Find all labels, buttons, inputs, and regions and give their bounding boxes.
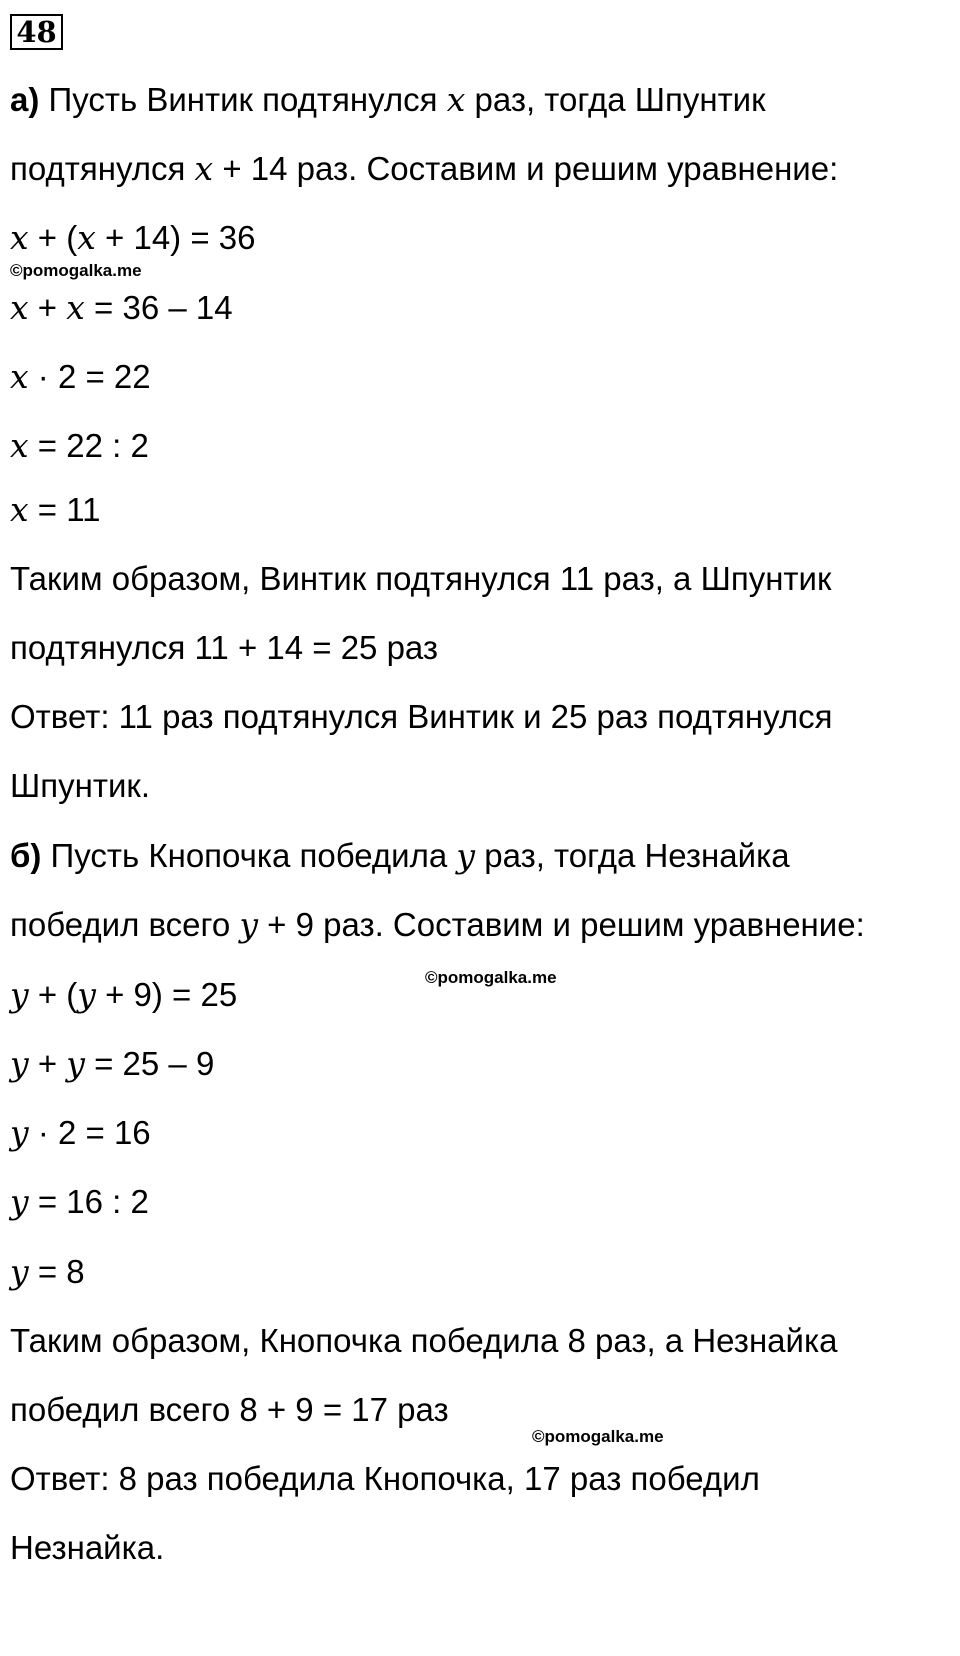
part-a-equation-3	[10, 357, 151, 397]
part-b-answer-1: Ответ: 8 раз победила Кнопочка, 17 раз победил	[10, 1460, 760, 1497]
equation-part: · 2 = 22	[37, 358, 151, 395]
part-a-intro-line-1	[10, 80, 766, 120]
part-a-intro-text-2: раз, тогда Шпунтик	[474, 81, 766, 118]
equation-part: = 36 – 14	[94, 289, 233, 326]
variable-x: x	[10, 490, 29, 529]
part-b-intro-line-2	[10, 905, 865, 945]
equation-part: = 22 : 2	[37, 427, 149, 464]
part-a-equation-2	[10, 288, 233, 328]
variable-x: x	[10, 357, 29, 396]
equation-part: +	[37, 289, 58, 326]
part-b-equation-5	[10, 1252, 85, 1292]
variable-y: y	[10, 1252, 29, 1291]
watermark: ©pomogalka.me	[425, 968, 557, 987]
part-b-equation-4	[10, 1182, 149, 1222]
variable-y: y	[456, 836, 476, 875]
variable-y: y	[10, 1182, 29, 1221]
equation-part: + (	[37, 976, 78, 1013]
part-a-equation-4	[10, 426, 149, 466]
variable-x: x	[10, 288, 29, 327]
part-a-intro-text-1: Пусть Винтик подтянулся	[48, 81, 438, 118]
part-b-conclusion-1: Таким образом, Кнопочка победила 8 раз, а Незнайка	[10, 1322, 838, 1359]
variable-x: x	[10, 218, 29, 257]
equation-part: = 8	[37, 1253, 85, 1290]
part-a-conclusion-2: подтянулся 11 + 14 = 25 раз	[10, 629, 439, 666]
part-a-equation-5	[10, 490, 101, 530]
part-b-equation-2	[10, 1044, 214, 1084]
variable-y: y	[239, 905, 258, 944]
part-b-intro-text-3: победил всего	[10, 906, 231, 943]
part-a-answer-2: Шпунтик.	[10, 767, 150, 804]
task-number: 48	[10, 14, 63, 50]
variable-y: y	[10, 1113, 29, 1152]
part-a-label: а)	[10, 81, 40, 118]
equation-part: + 14) = 36	[105, 219, 256, 256]
part-b-equation-1	[10, 975, 237, 1015]
part-a-answer-1: Ответ: 11 раз подтянулся Винтик и 25 раз подтянулся	[10, 698, 833, 735]
variable-y: y	[10, 975, 29, 1014]
variable-x: x	[77, 218, 96, 257]
part-b-label: б)	[10, 837, 42, 874]
equation-part: = 25 – 9	[94, 1045, 215, 1082]
variable-y: y	[10, 1044, 29, 1083]
part-a-intro-text-4: + 14 раз. Составим и решим уравнение:	[222, 150, 839, 187]
watermark: ©pomogalka.me	[10, 261, 142, 280]
variable-y: y	[77, 975, 96, 1014]
variable-x: x	[194, 149, 214, 188]
variable-y: y	[66, 1044, 85, 1083]
equation-part: + (	[37, 219, 78, 256]
part-b-intro-line-1	[10, 836, 790, 876]
part-b-intro-text-4: + 9 раз. Составим и решим уравнение:	[267, 906, 865, 943]
variable-x: x	[10, 426, 29, 465]
part-a-conclusion-1: Таким образом, Винтик подтянулся 11 раз, а Шпунтик	[10, 560, 832, 597]
watermark: ©pomogalka.me	[532, 1427, 664, 1446]
part-b-answer-2: Незнайка.	[10, 1529, 165, 1566]
part-a-intro-line-2	[10, 149, 838, 189]
part-a-equation-1	[10, 218, 255, 258]
part-a-intro-text-3: подтянулся	[10, 150, 186, 187]
equation-part: +	[37, 1045, 58, 1082]
part-b-conclusion-2: победил всего 8 + 9 = 17 раз	[10, 1391, 449, 1428]
part-b-intro-text-2: раз, тогда Незнайка	[484, 837, 790, 874]
equation-part: + 9) = 25	[105, 976, 238, 1013]
part-b-equation-3	[10, 1113, 151, 1153]
equation-part: = 16 : 2	[37, 1183, 149, 1220]
variable-x: x	[446, 80, 466, 119]
equation-part: · 2 = 16	[37, 1114, 151, 1151]
variable-x: x	[66, 288, 85, 327]
equation-part: = 11	[37, 491, 101, 528]
part-b-intro-text-1: Пусть Кнопочка победила	[50, 837, 448, 874]
